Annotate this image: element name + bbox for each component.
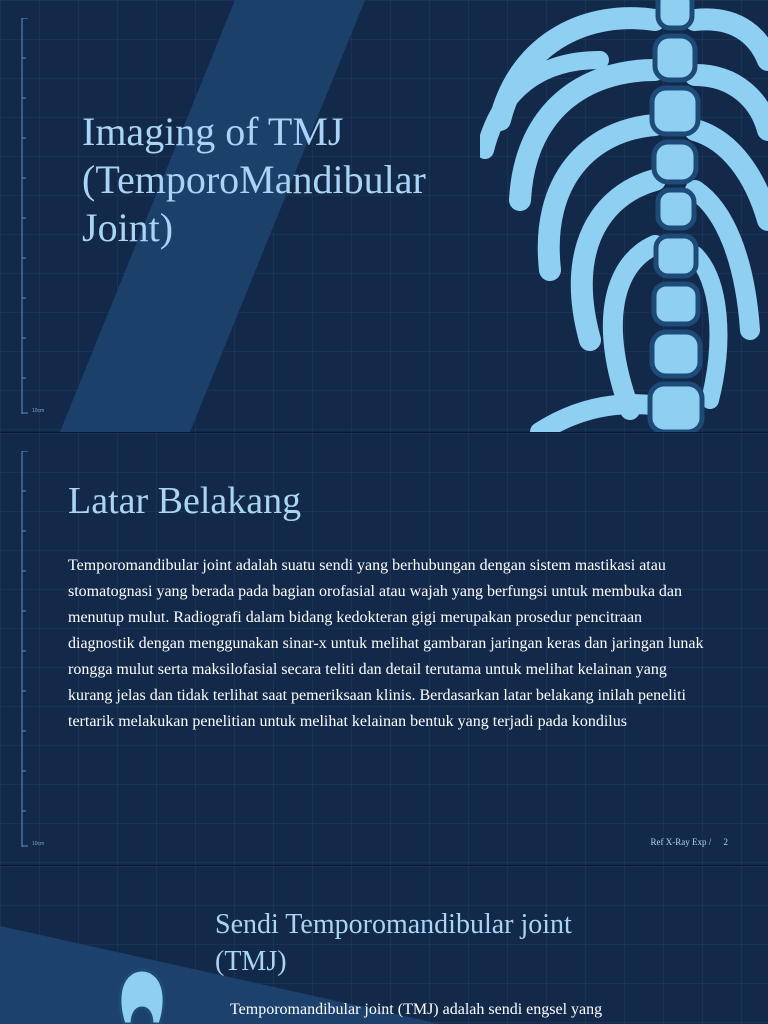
slide-title [0, 0, 768, 432]
skeleton-ribcage-icon [480, 0, 768, 432]
molar-tooth-icon [112, 966, 172, 1024]
body-paragraph: Temporomandibular joint adalah suatu sendi yang berhubungan dengan sistem mastikasi atau stomatognasi yang berada pada bagian orofasial atau wajah yang berfungsi untuk membuka dan menutup mulut. Radiografi dalam bidang kedokteran gigi merupakan prosedur pencitraan diagnostik dengan menggunakan sinar-x untuk melihat gambaran jaringan keras dan jaringan lunak rongga mulut serta maksilofasial secara teliti dan detail terutama untuk melihat kelainan yang kurang jelas dan tidak terlihat saat pemeriksaan klinis. Berdasarkan latar belakang inilah peneliti tertarik melakukan penelitian untuk melihat kelainan bentuk yang terjadi pada kondilus [68, 557, 704, 730]
slide-title-heading: Imaging of TMJ (TemporoMandibular Joint) [82, 109, 426, 250]
section-heading: Sendi Temporomandibular joint (TMJ) [215, 909, 572, 977]
ruler-label: 10cm [32, 841, 45, 847]
ruler-label: 10cm [32, 408, 45, 414]
slide-sendi-tmj [0, 866, 768, 1024]
footer-reference: Ref X-Ray Exp / [650, 837, 712, 847]
section-heading: Latar Belakang [68, 480, 302, 522]
body-paragraph: Temporomandibular joint (TMJ) adalah sendi engsel yang [230, 1001, 603, 1018]
slide-latar-belakang [0, 433, 768, 865]
ruler-icon [20, 18, 30, 414]
page-number: 2 [723, 837, 728, 847]
ruler-icon [20, 451, 30, 847]
slide-footer [651, 837, 729, 847]
